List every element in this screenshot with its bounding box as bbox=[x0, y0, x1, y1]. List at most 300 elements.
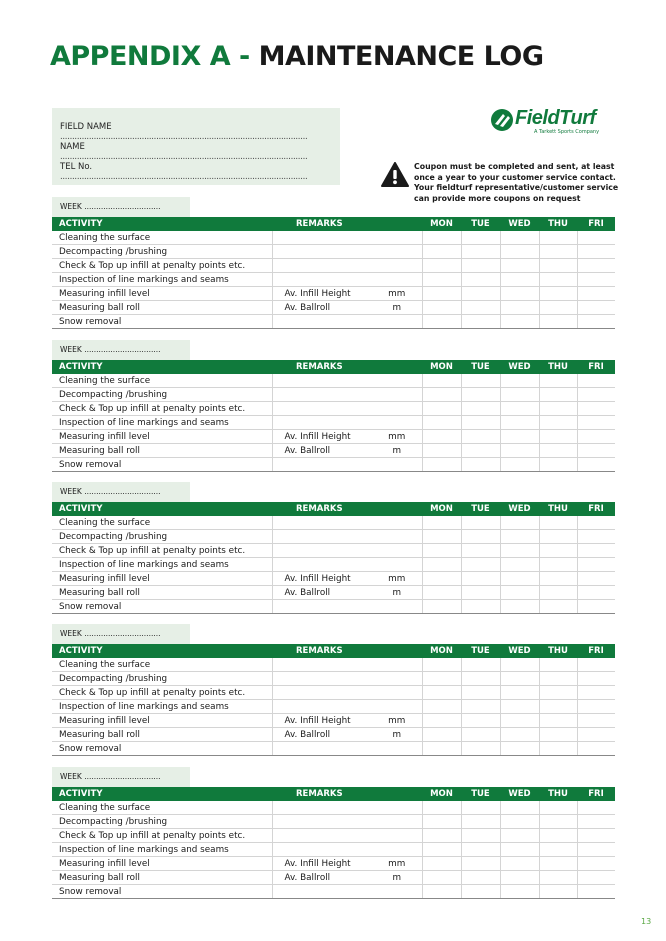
day-cell-wed[interactable] bbox=[500, 374, 539, 388]
day-cell-wed[interactable] bbox=[500, 245, 539, 259]
header-mon: MON bbox=[422, 217, 461, 231]
activity-label: Snow removal bbox=[52, 885, 272, 899]
name-row[interactable] bbox=[60, 142, 340, 162]
header-fri: FRI bbox=[577, 787, 615, 801]
day-cell-tue[interactable] bbox=[461, 273, 500, 287]
header-tue: TUE bbox=[461, 502, 500, 516]
day-cell-thu[interactable] bbox=[539, 728, 577, 742]
day-cell-tue[interactable] bbox=[461, 700, 500, 714]
day-cell-mon[interactable] bbox=[422, 672, 461, 686]
day-cell-wed[interactable] bbox=[500, 686, 539, 700]
day-cell-fri[interactable] bbox=[577, 530, 615, 544]
day-cell-tue[interactable] bbox=[461, 714, 500, 728]
day-cell-mon[interactable] bbox=[422, 273, 461, 287]
day-cell-tue[interactable] bbox=[461, 801, 500, 815]
day-cell-fri[interactable] bbox=[577, 287, 615, 301]
day-cell-tue[interactable] bbox=[461, 315, 500, 329]
day-cell-mon[interactable] bbox=[422, 287, 461, 301]
activity-label: Inspection of line markings and seams bbox=[52, 558, 272, 572]
day-cell-wed[interactable] bbox=[500, 458, 539, 472]
activity-label: Measuring infill level bbox=[52, 430, 272, 444]
maintenance-log-table bbox=[52, 360, 615, 472]
day-cell-thu[interactable] bbox=[539, 458, 577, 472]
day-cell-fri[interactable] bbox=[577, 658, 615, 672]
day-cell-thu[interactable] bbox=[539, 301, 577, 315]
day-cell-wed[interactable] bbox=[500, 402, 539, 416]
header-tue: TUE bbox=[461, 360, 500, 374]
activity-label: Cleaning the surface bbox=[52, 374, 272, 388]
day-cell-mon[interactable] bbox=[422, 245, 461, 259]
day-cell-mon[interactable] bbox=[422, 742, 461, 756]
day-cell-thu[interactable] bbox=[539, 374, 577, 388]
day-cell-wed[interactable] bbox=[500, 829, 539, 843]
day-cell-fri[interactable] bbox=[577, 315, 615, 329]
header-activity: ACTIVITY bbox=[52, 502, 272, 516]
remark-cell[interactable] bbox=[272, 885, 422, 899]
day-cell-mon[interactable] bbox=[422, 572, 461, 586]
day-cell-fri[interactable] bbox=[577, 374, 615, 388]
day-cell-tue[interactable] bbox=[461, 301, 500, 315]
header-fri: FRI bbox=[577, 217, 615, 231]
table-row bbox=[52, 430, 615, 444]
day-cell-wed[interactable] bbox=[500, 672, 539, 686]
day-cell-wed[interactable] bbox=[500, 714, 539, 728]
remark-unit: m bbox=[372, 444, 422, 458]
activity-label: Measuring infill level bbox=[52, 287, 272, 301]
day-cell-fri[interactable] bbox=[577, 600, 615, 614]
coupon-line: Your fieldturf representative/customer service bbox=[414, 183, 619, 193]
table-row bbox=[52, 544, 615, 558]
remark-unit: m bbox=[372, 586, 422, 600]
week-field[interactable]: WEEK ................................ bbox=[52, 482, 190, 502]
day-cell-tue[interactable] bbox=[461, 231, 500, 245]
table-row bbox=[52, 388, 615, 402]
day-cell-fri[interactable] bbox=[577, 843, 615, 857]
activity-label: Snow removal bbox=[52, 600, 272, 614]
day-cell-tue[interactable] bbox=[461, 388, 500, 402]
day-cell-mon[interactable] bbox=[422, 801, 461, 815]
day-cell-thu[interactable] bbox=[539, 658, 577, 672]
day-cell-wed[interactable] bbox=[500, 530, 539, 544]
day-cell-wed[interactable] bbox=[500, 857, 539, 871]
activity-label: Snow removal bbox=[52, 742, 272, 756]
remark-cell[interactable] bbox=[272, 402, 422, 416]
day-cell-tue[interactable] bbox=[461, 857, 500, 871]
day-cell-mon[interactable] bbox=[422, 658, 461, 672]
day-cell-tue[interactable] bbox=[461, 287, 500, 301]
day-cell-fri[interactable] bbox=[577, 829, 615, 843]
day-cell-mon[interactable] bbox=[422, 388, 461, 402]
logo-brand: FieldTurf bbox=[515, 107, 596, 129]
day-cell-mon[interactable] bbox=[422, 430, 461, 444]
field-info-box bbox=[52, 108, 340, 185]
table-row bbox=[52, 801, 615, 815]
day-cell-thu[interactable] bbox=[539, 714, 577, 728]
day-cell-thu[interactable] bbox=[539, 829, 577, 843]
day-cell-tue[interactable] bbox=[461, 544, 500, 558]
day-cell-wed[interactable] bbox=[500, 742, 539, 756]
day-cell-thu[interactable] bbox=[539, 315, 577, 329]
day-cell-fri[interactable] bbox=[577, 815, 615, 829]
day-cell-fri[interactable] bbox=[577, 871, 615, 885]
day-cell-fri[interactable] bbox=[577, 245, 615, 259]
week-field[interactable]: WEEK ................................ bbox=[52, 197, 190, 217]
day-cell-tue[interactable] bbox=[461, 686, 500, 700]
day-cell-thu[interactable] bbox=[539, 430, 577, 444]
day-cell-thu[interactable] bbox=[539, 444, 577, 458]
day-cell-tue[interactable] bbox=[461, 430, 500, 444]
remark-unit: m bbox=[372, 871, 422, 885]
day-cell-fri[interactable] bbox=[577, 544, 615, 558]
day-cell-mon[interactable] bbox=[422, 600, 461, 614]
title-appendix: APPENDIX A - bbox=[50, 41, 250, 72]
day-cell-thu[interactable] bbox=[539, 843, 577, 857]
day-cell-fri[interactable] bbox=[577, 259, 615, 273]
day-cell-wed[interactable] bbox=[500, 444, 539, 458]
day-cell-tue[interactable] bbox=[461, 374, 500, 388]
day-cell-tue[interactable] bbox=[461, 871, 500, 885]
table-row bbox=[52, 458, 615, 472]
day-cell-wed[interactable] bbox=[500, 572, 539, 586]
activity-label: Measuring ball roll bbox=[52, 586, 272, 600]
day-cell-mon[interactable] bbox=[422, 586, 461, 600]
remark-unit: m bbox=[372, 728, 422, 742]
table-row bbox=[52, 843, 615, 857]
day-cell-wed[interactable] bbox=[500, 658, 539, 672]
day-cell-fri[interactable] bbox=[577, 700, 615, 714]
day-cell-thu[interactable] bbox=[539, 672, 577, 686]
day-cell-wed[interactable] bbox=[500, 801, 539, 815]
day-cell-thu[interactable] bbox=[539, 231, 577, 245]
day-cell-mon[interactable] bbox=[422, 700, 461, 714]
remark-cell[interactable] bbox=[272, 544, 422, 558]
remark-cell[interactable] bbox=[272, 742, 422, 756]
table-row bbox=[52, 259, 615, 273]
day-cell-wed[interactable] bbox=[500, 885, 539, 899]
remark-label: Av. Ballroll bbox=[272, 586, 372, 600]
day-cell-thu[interactable] bbox=[539, 742, 577, 756]
day-cell-tue[interactable] bbox=[461, 672, 500, 686]
day-cell-wed[interactable] bbox=[500, 843, 539, 857]
remark-cell[interactable] bbox=[272, 530, 422, 544]
header-mon: MON bbox=[422, 787, 461, 801]
tel-row[interactable] bbox=[60, 162, 340, 182]
day-cell-fri[interactable] bbox=[577, 231, 615, 245]
field-name-label: FIELD NAME bbox=[60, 122, 112, 132]
header-wed: WED bbox=[500, 360, 539, 374]
day-cell-thu[interactable] bbox=[539, 259, 577, 273]
fieldturf-logo-icon bbox=[489, 107, 515, 133]
remark-cell[interactable] bbox=[272, 558, 422, 572]
activity-label: Inspection of line markings and seams bbox=[52, 273, 272, 287]
remark-label: Av. Ballroll bbox=[272, 444, 372, 458]
day-cell-tue[interactable] bbox=[461, 600, 500, 614]
week-field[interactable]: WEEK ................................ bbox=[52, 624, 190, 644]
header-activity: ACTIVITY bbox=[52, 217, 272, 231]
day-cell-mon[interactable] bbox=[422, 714, 461, 728]
day-cell-tue[interactable] bbox=[461, 245, 500, 259]
table-row bbox=[52, 700, 615, 714]
header-wed: WED bbox=[500, 787, 539, 801]
table-row bbox=[52, 686, 615, 700]
table-row bbox=[52, 558, 615, 572]
day-cell-thu[interactable] bbox=[539, 700, 577, 714]
header-wed: WED bbox=[500, 644, 539, 658]
day-cell-fri[interactable] bbox=[577, 572, 615, 586]
day-cell-wed[interactable] bbox=[500, 600, 539, 614]
day-cell-wed[interactable] bbox=[500, 430, 539, 444]
day-cell-fri[interactable] bbox=[577, 273, 615, 287]
day-cell-thu[interactable] bbox=[539, 815, 577, 829]
remark-label: Av. Ballroll bbox=[272, 301, 372, 315]
day-cell-mon[interactable] bbox=[422, 402, 461, 416]
day-cell-tue[interactable] bbox=[461, 458, 500, 472]
table-header-row bbox=[52, 787, 615, 801]
table-row bbox=[52, 402, 615, 416]
remark-cell[interactable] bbox=[272, 458, 422, 472]
activity-label: Cleaning the surface bbox=[52, 801, 272, 815]
activity-label: Cleaning the surface bbox=[52, 658, 272, 672]
header-thu: THU bbox=[539, 502, 577, 516]
day-cell-fri[interactable] bbox=[577, 444, 615, 458]
remark-cell[interactable] bbox=[272, 672, 422, 686]
day-cell-mon[interactable] bbox=[422, 558, 461, 572]
day-cell-wed[interactable] bbox=[500, 301, 539, 315]
day-cell-mon[interactable] bbox=[422, 885, 461, 899]
header-fri: FRI bbox=[577, 502, 615, 516]
day-cell-fri[interactable] bbox=[577, 801, 615, 815]
day-cell-thu[interactable] bbox=[539, 885, 577, 899]
header-tue: TUE bbox=[461, 217, 500, 231]
table-row bbox=[52, 672, 615, 686]
day-cell-fri[interactable] bbox=[577, 388, 615, 402]
day-cell-thu[interactable] bbox=[539, 572, 577, 586]
day-cell-thu[interactable] bbox=[539, 857, 577, 871]
remark-unit: mm bbox=[372, 857, 422, 871]
day-cell-tue[interactable] bbox=[461, 885, 500, 899]
day-cell-tue[interactable] bbox=[461, 742, 500, 756]
header-thu: THU bbox=[539, 360, 577, 374]
name-label: NAME bbox=[60, 142, 85, 152]
remark-cell[interactable] bbox=[272, 388, 422, 402]
day-cell-fri[interactable] bbox=[577, 516, 615, 530]
table-header-row bbox=[52, 217, 615, 231]
day-cell-wed[interactable] bbox=[500, 586, 539, 600]
day-cell-mon[interactable] bbox=[422, 259, 461, 273]
day-cell-tue[interactable] bbox=[461, 416, 500, 430]
activity-label: Measuring infill level bbox=[52, 714, 272, 728]
header-tue: TUE bbox=[461, 787, 500, 801]
week-field[interactable]: WEEK ................................ bbox=[52, 767, 190, 787]
day-cell-wed[interactable] bbox=[500, 815, 539, 829]
day-cell-tue[interactable] bbox=[461, 658, 500, 672]
remark-cell[interactable] bbox=[272, 273, 422, 287]
table-row bbox=[52, 516, 615, 530]
day-cell-fri[interactable] bbox=[577, 686, 615, 700]
day-cell-tue[interactable] bbox=[461, 728, 500, 742]
day-cell-fri[interactable] bbox=[577, 857, 615, 871]
day-cell-thu[interactable] bbox=[539, 586, 577, 600]
table-row bbox=[52, 444, 615, 458]
day-cell-fri[interactable] bbox=[577, 402, 615, 416]
table-row bbox=[52, 586, 615, 600]
activity-label: Check & Top up infill at penalty points etc. bbox=[52, 686, 272, 700]
remark-cell[interactable] bbox=[272, 315, 422, 329]
day-cell-fri[interactable] bbox=[577, 416, 615, 430]
day-cell-wed[interactable] bbox=[500, 231, 539, 245]
activity-label: Decompacting /brushing bbox=[52, 815, 272, 829]
day-cell-thu[interactable] bbox=[539, 388, 577, 402]
day-cell-mon[interactable] bbox=[422, 516, 461, 530]
day-cell-tue[interactable] bbox=[461, 829, 500, 843]
day-cell-fri[interactable] bbox=[577, 586, 615, 600]
day-cell-thu[interactable] bbox=[539, 544, 577, 558]
field-name-row[interactable] bbox=[60, 122, 340, 142]
day-cell-thu[interactable] bbox=[539, 600, 577, 614]
remark-unit: m bbox=[372, 301, 422, 315]
day-cell-mon[interactable] bbox=[422, 374, 461, 388]
day-cell-tue[interactable] bbox=[461, 259, 500, 273]
day-cell-wed[interactable] bbox=[500, 315, 539, 329]
day-cell-tue[interactable] bbox=[461, 558, 500, 572]
day-cell-fri[interactable] bbox=[577, 885, 615, 899]
table-row bbox=[52, 728, 615, 742]
day-cell-mon[interactable] bbox=[422, 686, 461, 700]
header-thu: THU bbox=[539, 787, 577, 801]
day-cell-mon[interactable] bbox=[422, 301, 461, 315]
day-cell-tue[interactable] bbox=[461, 572, 500, 586]
remark-cell[interactable] bbox=[272, 374, 422, 388]
remark-cell[interactable] bbox=[272, 259, 422, 273]
remark-cell[interactable] bbox=[272, 843, 422, 857]
maintenance-log-table bbox=[52, 787, 615, 899]
fieldturf-logo bbox=[489, 107, 619, 139]
coupon-notice bbox=[414, 162, 624, 204]
activity-label: Cleaning the surface bbox=[52, 231, 272, 245]
day-cell-fri[interactable] bbox=[577, 714, 615, 728]
day-cell-thu[interactable] bbox=[539, 686, 577, 700]
day-cell-mon[interactable] bbox=[422, 843, 461, 857]
day-cell-thu[interactable] bbox=[539, 287, 577, 301]
remark-cell[interactable] bbox=[272, 245, 422, 259]
warning-icon bbox=[381, 162, 409, 188]
week-field[interactable]: WEEK ................................ bbox=[52, 340, 190, 360]
day-cell-mon[interactable] bbox=[422, 857, 461, 871]
day-cell-tue[interactable] bbox=[461, 516, 500, 530]
day-cell-wed[interactable] bbox=[500, 416, 539, 430]
remark-cell[interactable] bbox=[272, 600, 422, 614]
day-cell-thu[interactable] bbox=[539, 516, 577, 530]
day-cell-wed[interactable] bbox=[500, 700, 539, 714]
activity-label: Measuring ball roll bbox=[52, 301, 272, 315]
remark-cell[interactable] bbox=[272, 686, 422, 700]
day-cell-mon[interactable] bbox=[422, 231, 461, 245]
day-cell-fri[interactable] bbox=[577, 558, 615, 572]
table-row bbox=[52, 301, 615, 315]
day-cell-tue[interactable] bbox=[461, 815, 500, 829]
day-cell-thu[interactable] bbox=[539, 402, 577, 416]
day-cell-tue[interactable] bbox=[461, 444, 500, 458]
table-row bbox=[52, 287, 615, 301]
day-cell-wed[interactable] bbox=[500, 558, 539, 572]
logo-tagline: A Tarkett Sports Company bbox=[534, 129, 600, 135]
day-cell-thu[interactable] bbox=[539, 801, 577, 815]
day-cell-mon[interactable] bbox=[422, 416, 461, 430]
activity-label: Measuring ball roll bbox=[52, 871, 272, 885]
day-cell-mon[interactable] bbox=[422, 458, 461, 472]
table-row bbox=[52, 273, 615, 287]
remark-cell[interactable] bbox=[272, 801, 422, 815]
table-header-row bbox=[52, 360, 615, 374]
header-remarks: REMARKS bbox=[272, 217, 422, 231]
activity-label: Snow removal bbox=[52, 458, 272, 472]
remark-label: Av. Infill Height bbox=[272, 857, 372, 871]
remark-cell[interactable] bbox=[272, 658, 422, 672]
remark-unit: mm bbox=[372, 430, 422, 444]
day-cell-thu[interactable] bbox=[539, 558, 577, 572]
remark-cell[interactable] bbox=[272, 231, 422, 245]
table-row bbox=[52, 245, 615, 259]
day-cell-thu[interactable] bbox=[539, 416, 577, 430]
day-cell-tue[interactable] bbox=[461, 530, 500, 544]
day-cell-tue[interactable] bbox=[461, 586, 500, 600]
remark-cell[interactable] bbox=[272, 700, 422, 714]
tel-label: TEL No. bbox=[60, 162, 93, 172]
day-cell-wed[interactable] bbox=[500, 516, 539, 530]
remark-cell[interactable] bbox=[272, 815, 422, 829]
day-cell-wed[interactable] bbox=[500, 259, 539, 273]
day-cell-tue[interactable] bbox=[461, 843, 500, 857]
day-cell-wed[interactable] bbox=[500, 871, 539, 885]
day-cell-mon[interactable] bbox=[422, 530, 461, 544]
day-cell-mon[interactable] bbox=[422, 544, 461, 558]
day-cell-mon[interactable] bbox=[422, 871, 461, 885]
day-cell-mon[interactable] bbox=[422, 728, 461, 742]
day-cell-wed[interactable] bbox=[500, 287, 539, 301]
day-cell-fri[interactable] bbox=[577, 458, 615, 472]
day-cell-mon[interactable] bbox=[422, 829, 461, 843]
day-cell-thu[interactable] bbox=[539, 871, 577, 885]
day-cell-wed[interactable] bbox=[500, 388, 539, 402]
remark-cell[interactable] bbox=[272, 829, 422, 843]
day-cell-thu[interactable] bbox=[539, 530, 577, 544]
day-cell-thu[interactable] bbox=[539, 245, 577, 259]
day-cell-wed[interactable] bbox=[500, 273, 539, 287]
day-cell-mon[interactable] bbox=[422, 315, 461, 329]
header-mon: MON bbox=[422, 360, 461, 374]
tel-line[interactable]: ....................................................................................................... bbox=[60, 172, 308, 182]
day-cell-fri[interactable] bbox=[577, 672, 615, 686]
name-line[interactable]: ....................................................................................................... bbox=[60, 152, 308, 162]
day-cell-wed[interactable] bbox=[500, 544, 539, 558]
table-row bbox=[52, 530, 615, 544]
day-cell-mon[interactable] bbox=[422, 815, 461, 829]
day-cell-fri[interactable] bbox=[577, 742, 615, 756]
day-cell-wed[interactable] bbox=[500, 728, 539, 742]
day-cell-mon[interactable] bbox=[422, 444, 461, 458]
remark-label: Av. Infill Height bbox=[272, 714, 372, 728]
remark-cell[interactable] bbox=[272, 416, 422, 430]
field-name-line[interactable]: ....................................................................................................... bbox=[60, 132, 308, 142]
day-cell-thu[interactable] bbox=[539, 273, 577, 287]
day-cell-fri[interactable] bbox=[577, 301, 615, 315]
table-row bbox=[52, 742, 615, 756]
remark-label: Av. Infill Height bbox=[272, 572, 372, 586]
day-cell-fri[interactable] bbox=[577, 430, 615, 444]
day-cell-tue[interactable] bbox=[461, 402, 500, 416]
day-cell-fri[interactable] bbox=[577, 728, 615, 742]
remark-cell[interactable] bbox=[272, 516, 422, 530]
